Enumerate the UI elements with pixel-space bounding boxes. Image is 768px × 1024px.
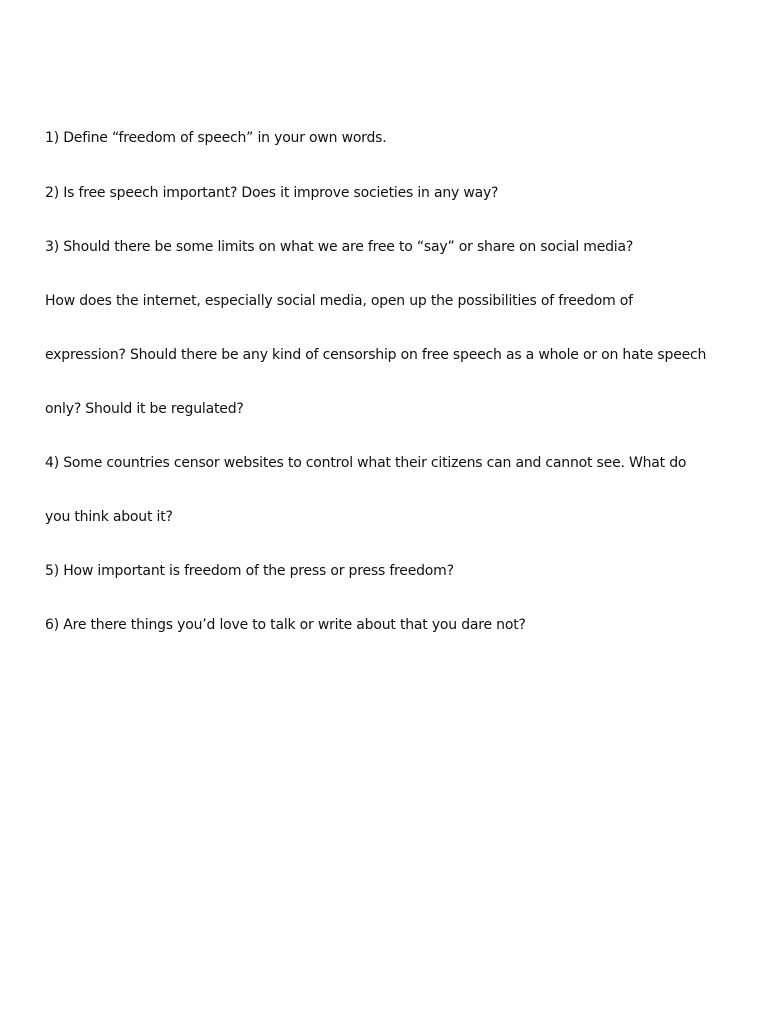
question-4-line-2: you think about it? [45, 509, 173, 525]
question-3: 3) Should there be some limits on what we are free to “say” or share on social media? [45, 239, 634, 255]
question-4: 4) Some countries censor websites to control what their citizens can and cannot see. What do [45, 455, 687, 471]
question-5: 5) How important is freedom of the press or press freedom? [45, 563, 454, 579]
question-3-line-3: expression? Should there be any kind of censorship on free speech as a whole or on hate speech [45, 347, 707, 363]
question-6: 6) Are there things you’d love to talk or write about that you dare not? [45, 617, 526, 633]
question-2: 2) Is free speech important? Does it improve societies in any way? [45, 185, 499, 201]
question-3-line-2: How does the internet, especially social media, open up the possibilities of freedom of [45, 293, 633, 309]
question-3-line-4: only? Should it be regulated? [45, 401, 244, 417]
question-1: 1) Define “freedom of speech” in your own words. [45, 130, 387, 146]
